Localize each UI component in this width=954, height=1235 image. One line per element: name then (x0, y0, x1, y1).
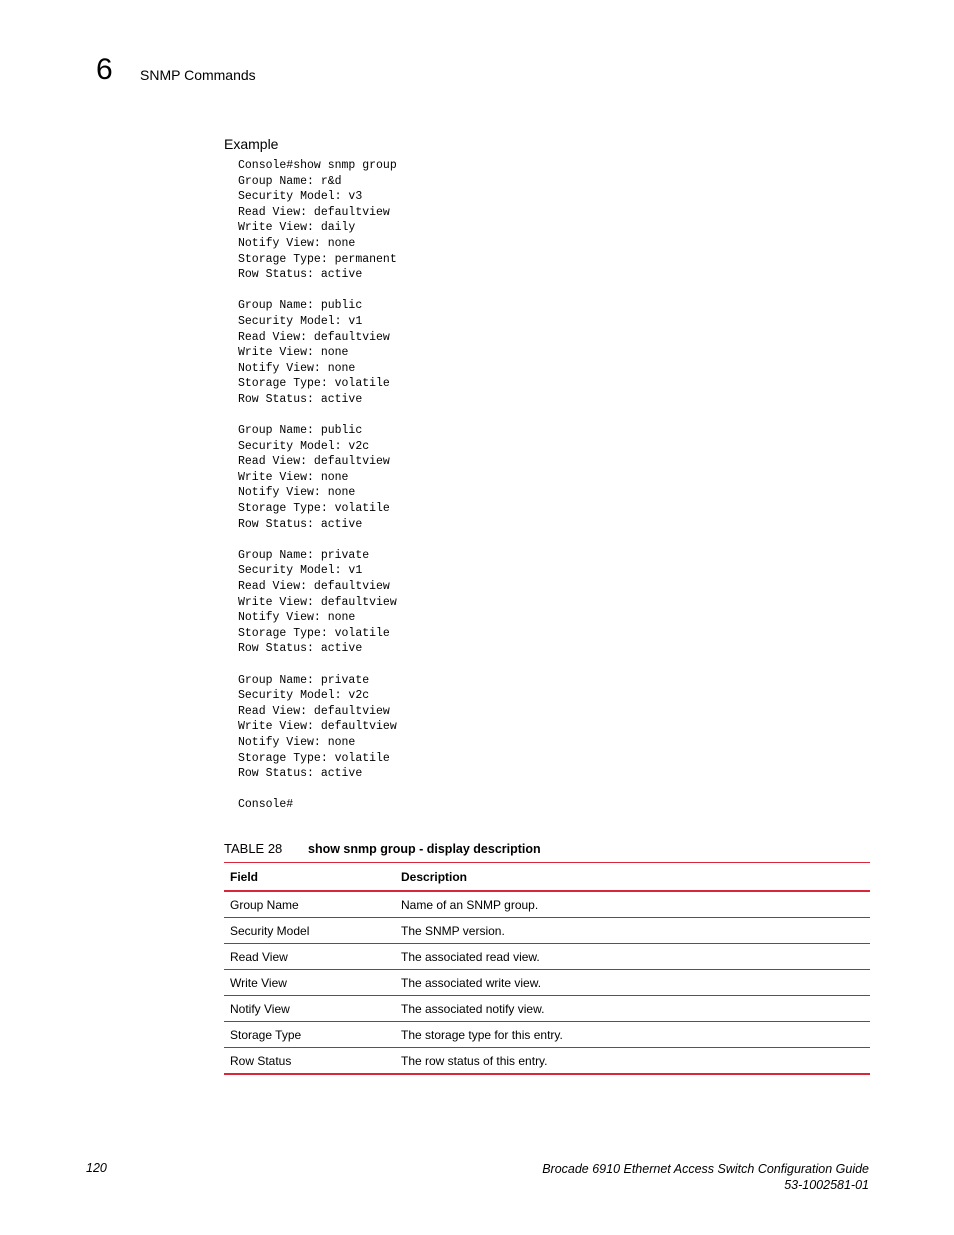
code-line: Row Status: active (238, 642, 363, 656)
footer-title-block (542, 1161, 869, 1193)
code-line: Group Name: public (238, 424, 363, 438)
example-code-block (238, 158, 397, 813)
chapter-number: 6 (96, 53, 113, 86)
code-line: Security Model: v3 (238, 190, 363, 204)
field-cell: Row Status (230, 1053, 292, 1068)
code-line: Write View: defaultview (238, 595, 397, 609)
field-cell: Storage Type (224, 1022, 395, 1048)
code-line: Storage Type: volatile (238, 626, 390, 640)
chapter-title: SNMP Commands (140, 67, 256, 83)
code-line: Console#show snmp group (238, 159, 397, 172)
field-cell: Group Name (224, 891, 395, 918)
code-line: Security Model: v1 (238, 314, 363, 328)
code-line: Read View: defaultview (238, 455, 390, 469)
description-cell: The row status of this entry. (401, 1053, 548, 1068)
column-header-description: Description (395, 863, 870, 891)
table-row (224, 891, 870, 918)
table-row (224, 944, 870, 970)
description-cell: The associated notify view. (395, 996, 870, 1022)
code-line: Storage Type: permanent (238, 252, 397, 266)
description-cell: The SNMP version. (395, 918, 870, 944)
code-line: Notify View: none (238, 361, 356, 375)
code-line: Row Status: active (238, 517, 363, 531)
code-line: Row Status: active (238, 268, 363, 282)
code-line: Security Model: v2c (238, 689, 370, 703)
table-row (224, 1048, 870, 1074)
code-line: Row Status: active (238, 392, 363, 406)
field-cell: Notify View (224, 996, 395, 1022)
table-caption-text: show snmp group - display description (308, 842, 541, 856)
table-header-row (224, 863, 870, 891)
code-line: Storage Type: volatile (238, 751, 390, 765)
code-line: Write View: daily (238, 221, 356, 235)
field-cell: Security Model (224, 918, 395, 944)
code-line: Write View: none (238, 470, 349, 484)
code-line: Read View: defaultview (238, 580, 390, 594)
code-line: Security Model: v1 (238, 564, 363, 578)
table-row (224, 918, 870, 944)
table-caption-number: TABLE 28 (224, 841, 283, 856)
code-line: Read View: defaultview (238, 330, 390, 344)
code-line: Notify View: none (238, 611, 356, 625)
code-line: Notify View: none (238, 486, 356, 500)
example-heading: Example (224, 136, 279, 152)
description-cell: The associated write view. (395, 970, 870, 996)
code-line: Storage Type: volatile (238, 502, 390, 516)
field-cell: Read View (224, 944, 395, 970)
code-line: Group Name: private (238, 548, 370, 562)
code-line: Console# (238, 798, 294, 812)
code-line: Group Name: r&d (238, 174, 342, 188)
description-table (224, 862, 870, 1075)
code-line: Notify View: none (238, 735, 356, 749)
code-line: Row Status: active (238, 767, 363, 781)
code-line: Write View: none (238, 346, 349, 360)
page-number: 120 (86, 1161, 107, 1175)
code-line: Security Model: v2c (238, 439, 370, 453)
table-row (224, 996, 870, 1022)
table-row (224, 970, 870, 996)
column-header-field: Field (224, 863, 395, 891)
table-caption (224, 840, 541, 858)
code-line: Storage Type: volatile (238, 377, 390, 391)
table-row (224, 1022, 870, 1048)
code-line: Notify View: none (238, 236, 356, 250)
doc-number: 53-1002581-01 (784, 1178, 869, 1192)
code-line: Read View: defaultview (238, 704, 390, 718)
guide-title: Brocade 6910 Ethernet Access Switch Configuration Guide (542, 1162, 869, 1176)
code-line: Group Name: public (238, 299, 363, 313)
code-line: Group Name: private (238, 673, 370, 687)
field-cell: Write View (224, 970, 395, 996)
description-cell: The associated read view. (395, 944, 870, 970)
code-line: Read View: defaultview (238, 205, 390, 219)
description-cell: Name of an SNMP group. (395, 891, 870, 918)
description-cell: The storage type for this entry. (395, 1022, 870, 1048)
code-line: Write View: defaultview (238, 720, 397, 734)
